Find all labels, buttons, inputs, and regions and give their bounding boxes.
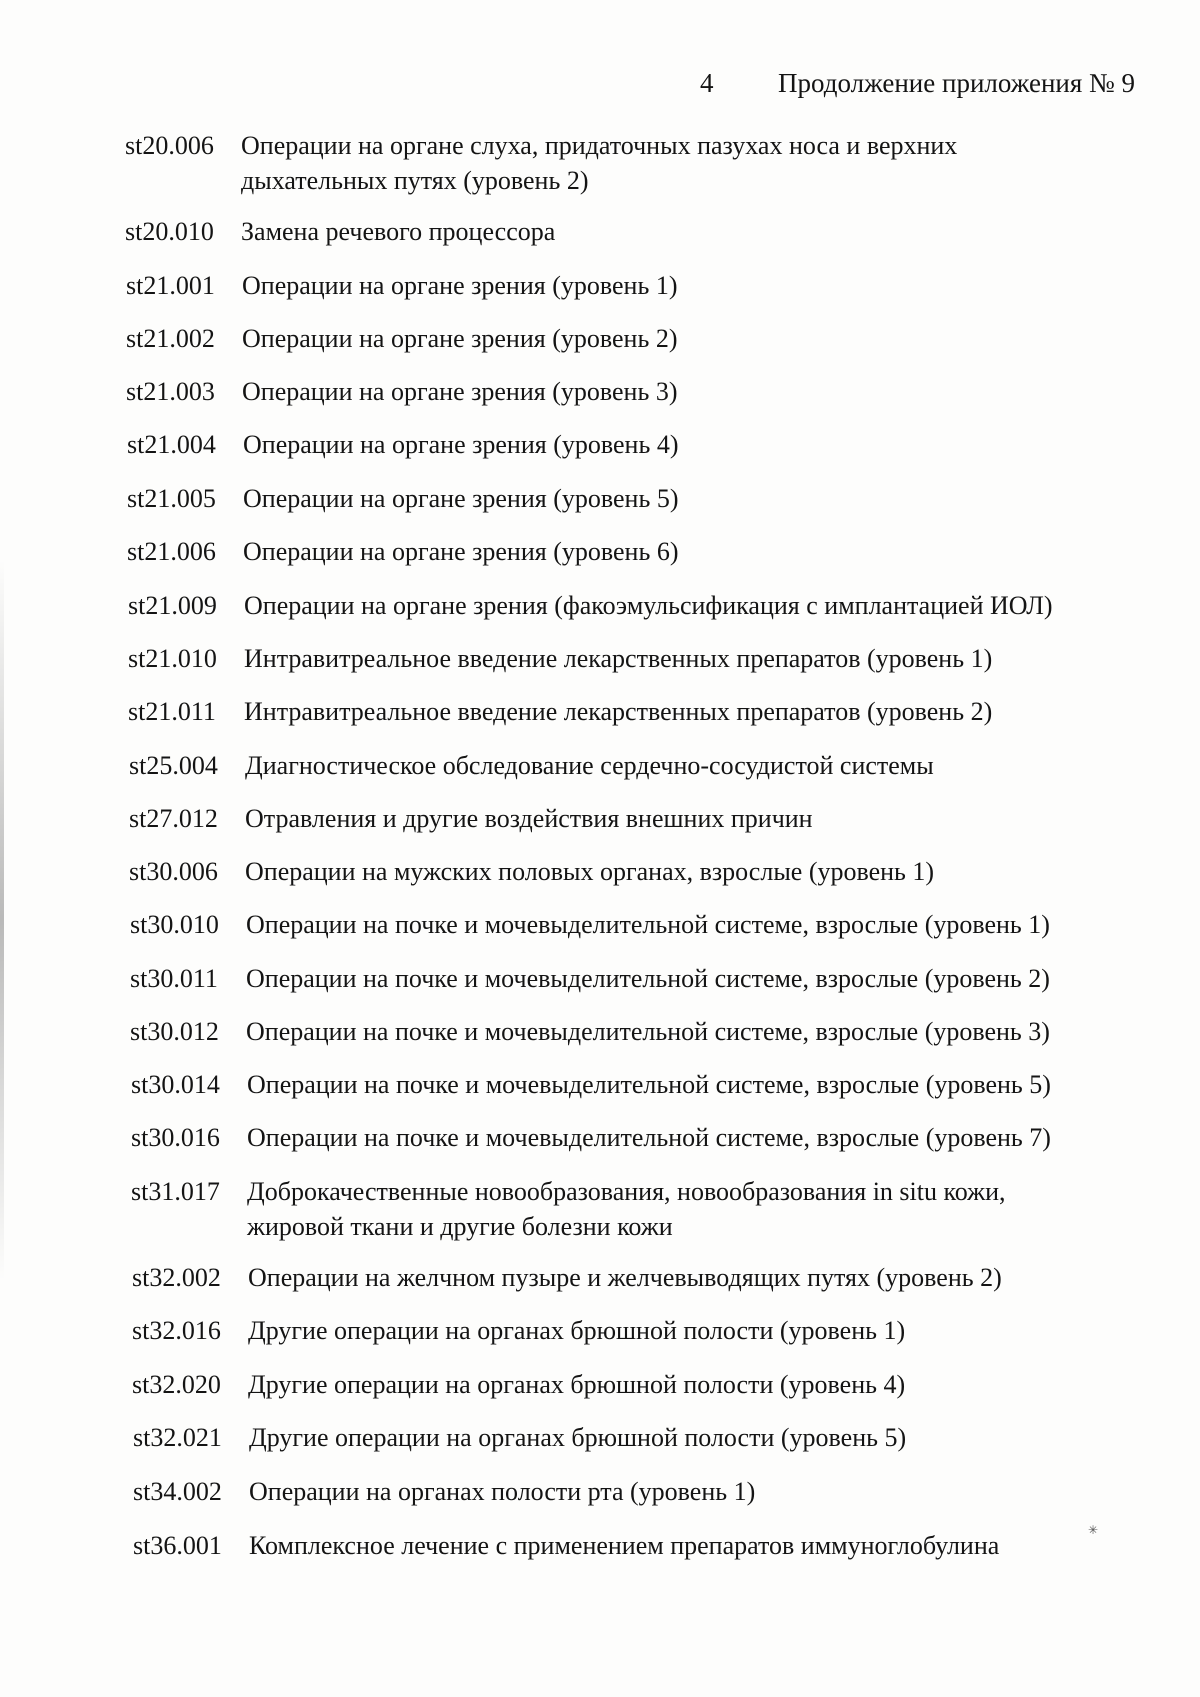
list-item bbox=[133, 1474, 1079, 1509]
list-item bbox=[129, 854, 1075, 889]
list-item bbox=[130, 961, 1076, 996]
entry-code: st30.006 bbox=[129, 857, 218, 886]
entry-description: Операции на почке и мочевыделительной системе, взрослые (уровень 5) bbox=[247, 1070, 1051, 1099]
list-item bbox=[127, 534, 1073, 569]
entry-description: Операции на почке и мочевыделительной системе, взрослые (уровень 1) bbox=[246, 910, 1050, 939]
list-item bbox=[132, 1260, 1078, 1295]
list-item bbox=[131, 1067, 1077, 1102]
entry-description: Операции на органах полости рта (уровень 1) bbox=[249, 1477, 756, 1506]
list-item bbox=[132, 1367, 1078, 1402]
entry-code: st21.003 bbox=[126, 377, 215, 406]
list-item bbox=[130, 1014, 1076, 1049]
list-item bbox=[129, 748, 1075, 783]
entry-description: Операции на органе зрения (уровень 5) bbox=[243, 484, 679, 513]
entry-code: st21.009 bbox=[128, 591, 217, 620]
list-item bbox=[132, 1313, 1078, 1348]
entry-code: st27.012 bbox=[129, 804, 218, 833]
list-item bbox=[126, 268, 1072, 303]
list-item bbox=[126, 374, 1072, 409]
entry-code: st21.006 bbox=[127, 537, 216, 566]
entry-code: st30.014 bbox=[131, 1070, 220, 1099]
entry-description: Операции на почке и мочевыделительной системе, взрослые (уровень 7) bbox=[247, 1123, 1051, 1152]
entry-description: Операции на органе слуха, придаточных пазухах носа и верхних дыхательных путях (уровень 2) bbox=[241, 131, 958, 195]
stray-ink-mark: ✳ bbox=[1088, 1523, 1099, 1537]
list-item bbox=[128, 694, 1074, 729]
entry-description: Операции на органе зрения (уровень 1) bbox=[242, 271, 678, 300]
entry-description: Операции на мужских половых органах, взрослые (уровень 1) bbox=[245, 857, 935, 886]
entry-code: st32.016 bbox=[132, 1316, 221, 1345]
list-item bbox=[130, 907, 1076, 942]
entry-description: Другие операции на органах брюшной полости (уровень 4) bbox=[248, 1370, 906, 1399]
list-item bbox=[127, 427, 1073, 462]
list-item bbox=[131, 1174, 1077, 1244]
entry-code: st21.004 bbox=[127, 430, 216, 459]
entry-description: Операции на органе зрения (уровень 2) bbox=[242, 324, 678, 353]
list-item bbox=[129, 801, 1075, 836]
entry-description: Замена речевого процессора bbox=[241, 217, 556, 246]
entry-code: st30.016 bbox=[131, 1123, 220, 1152]
entry-code: st34.002 bbox=[133, 1477, 222, 1506]
list-item bbox=[125, 128, 1071, 198]
entry-description: Отравления и другие воздействия внешних причин bbox=[245, 804, 813, 833]
entry-code: st20.006 bbox=[125, 131, 214, 160]
entry-code: st32.002 bbox=[132, 1263, 221, 1292]
entry-code: st21.002 bbox=[126, 324, 215, 353]
page-number: 4 bbox=[700, 68, 714, 98]
entry-code: st25.004 bbox=[129, 751, 218, 780]
entry-description: Операции на органе зрения (уровень 4) bbox=[243, 430, 679, 459]
list-item bbox=[127, 481, 1073, 516]
entry-code: st32.021 bbox=[133, 1423, 222, 1452]
entry-description: Другие операции на органах брюшной полости (уровень 5) bbox=[249, 1423, 907, 1452]
list-item bbox=[126, 321, 1072, 356]
appendix-continuation-title: Продолжение приложения № 9 bbox=[778, 68, 1136, 98]
entry-code: st32.020 bbox=[132, 1370, 221, 1399]
entry-code: st30.010 bbox=[130, 910, 219, 939]
entry-code: st21.010 bbox=[128, 644, 217, 673]
entry-description: Доброкачественные новообразования, новообразования in situ кожи, жировой ткани и другие болезни кожи bbox=[247, 1177, 1006, 1241]
entry-description: Операции на почке и мочевыделительной системе, взрослые (уровень 3) bbox=[246, 1017, 1050, 1046]
entry-code: st20.010 bbox=[125, 217, 214, 246]
entry-code: st36.001 bbox=[133, 1531, 222, 1560]
entry-description: Диагностическое обследование сердечно-сосудистой системы bbox=[245, 751, 934, 780]
entry-description: Операции на органе зрения (уровень 6) bbox=[243, 537, 679, 566]
entry-code: st21.005 bbox=[127, 484, 216, 513]
entry-description: Комплексное лечение с применением препаратов иммуноглобулина bbox=[249, 1531, 1000, 1560]
entry-code: st21.011 bbox=[128, 697, 216, 726]
entry-description: Операции на органе зрения (уровень 3) bbox=[242, 377, 678, 406]
entry-description: Операции на почке и мочевыделительной системе, взрослые (уровень 2) bbox=[246, 964, 1050, 993]
entry-code: st21.001 bbox=[126, 271, 215, 300]
entry-code: st30.011 bbox=[130, 964, 218, 993]
list-item bbox=[128, 641, 1074, 676]
entry-code: st31.017 bbox=[131, 1177, 220, 1206]
list-item bbox=[133, 1528, 1079, 1563]
list-item bbox=[125, 214, 1071, 249]
entry-code: st30.012 bbox=[130, 1017, 219, 1046]
entry-description: Интравитреальное введение лекарственных препаратов (уровень 1) bbox=[244, 644, 993, 673]
list-item bbox=[131, 1120, 1077, 1155]
list-item bbox=[128, 588, 1074, 623]
entry-description: Интравитреальное введение лекарственных препаратов (уровень 2) bbox=[244, 697, 993, 726]
entry-description: Операции на желчном пузыре и желчевыводящих путях (уровень 2) bbox=[248, 1263, 1002, 1292]
entry-description: Операции на органе зрения (факоэмульсификация с имплантацией ИОЛ) bbox=[244, 591, 1053, 620]
list-item bbox=[133, 1420, 1079, 1455]
entry-description: Другие операции на органах брюшной полости (уровень 1) bbox=[248, 1316, 906, 1345]
